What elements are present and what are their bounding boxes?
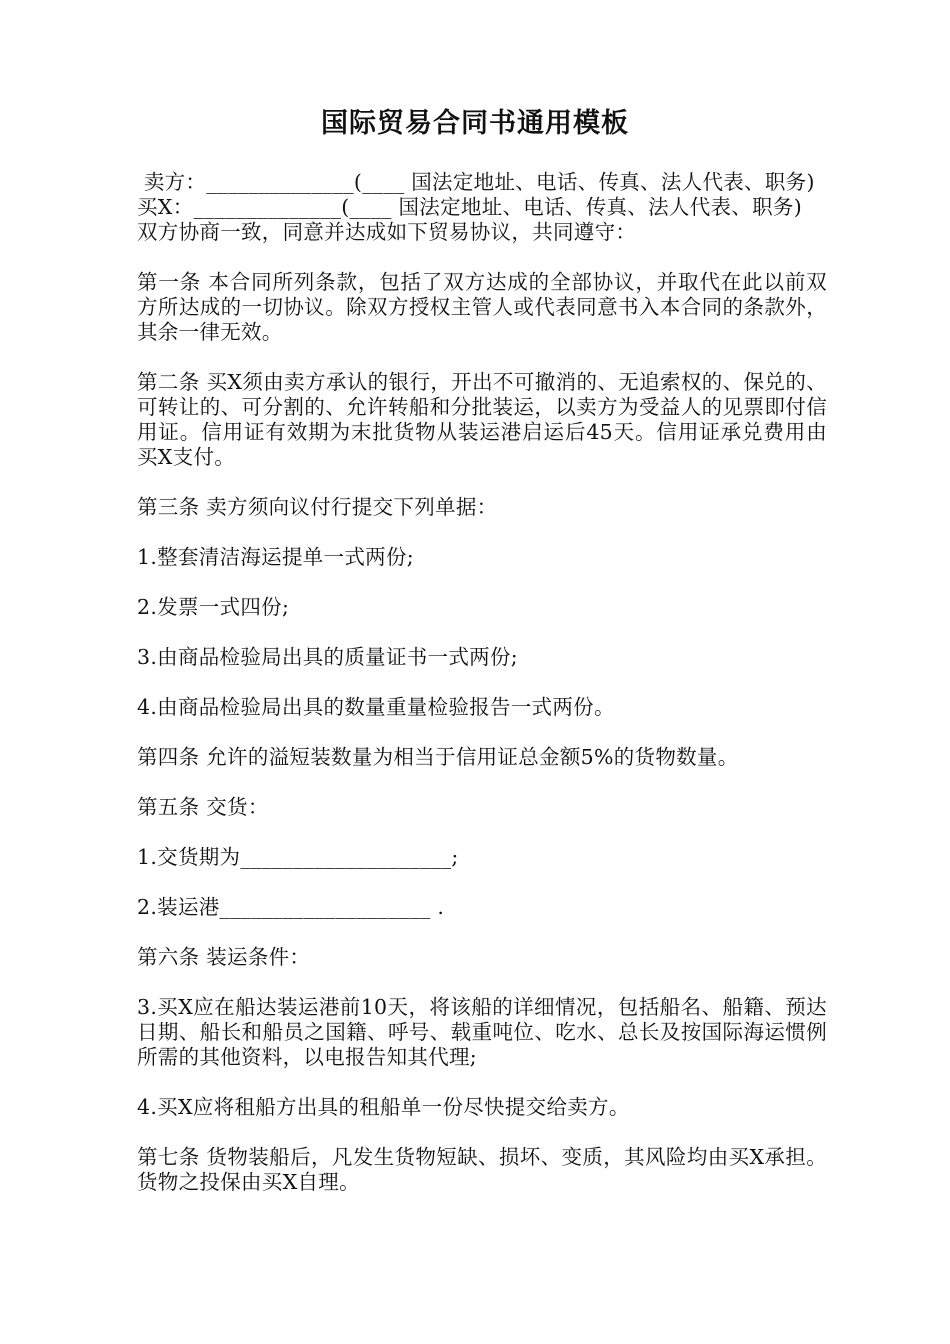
list-item: 2.装运港____________________ . xyxy=(137,895,445,919)
document-body xyxy=(137,170,827,1195)
buyer-line: 买X：______________(____ 国法定地址、电话、传真、法人代表、职务) xyxy=(137,195,803,219)
article-7: 第七条 货物装船后，凡发生货物短缺、损坏、变质，其风险均由买X承担。货物之投保由买X自理。 xyxy=(137,1145,827,1194)
seller-line: 卖方：______________(____ 国法定地址、电话、传真、法人代表、职务) xyxy=(137,170,815,194)
document-title: 国际贸易合同书通用模板 xyxy=(321,108,629,139)
list-item: 4.由商品检验局出具的数量重量检验报告一式两份。 xyxy=(137,695,615,719)
list-item: 4.买X应将租船方出具的租船单一份尽快提交给卖方。 xyxy=(137,1095,630,1119)
list-item: 1.交货期为____________________; xyxy=(137,845,459,869)
agreement-intro: 双方协商一致，同意并达成如下贸易协议，共同遵守： xyxy=(137,220,637,244)
list-item: 3.由商品检验局出具的质量证书一式两份; xyxy=(137,645,518,669)
list-item: 3.买X应在船达装运港前10天，将该船的详细情况，包括船名、船籍、预达日期、船长和船员之国籍、呼号、载重吨位、吃水、总长及按国际海运惯例所需的其他资料，以电报告知其代理; xyxy=(137,995,827,1069)
article-2: 第二条 买X须由卖方承认的银行，开出不可撤消的、无追索权的、保兑的、可转让的、可分割的、允许转船和分批装运，以卖方为受益人的见票即付信用证。信用证有效期为末批货物从装运港启运后45天。信用证承兑费用由买X支付。 xyxy=(137,370,827,469)
article-3: 第三条 卖方须向议付行提交下列单据： xyxy=(137,495,498,519)
article-6: 第六条 装运条件： xyxy=(137,945,311,969)
list-item: 1.整套清洁海运提单一式两份; xyxy=(137,545,414,569)
list-item: 2.发票一式四份; xyxy=(137,595,290,619)
article-4: 第四条 允许的溢短装数量为相当于信用证总金额5%的货物数量。 xyxy=(137,745,739,769)
article-5: 第五条 交货： xyxy=(137,795,269,819)
article-1: 第一条 本合同所列条款，包括了双方达成的全部协议，并取代在此以前双方所达成的一切协议。除双方授权主管人或代表同意书入本合同的条款外，其余一律无效。 xyxy=(137,270,827,344)
